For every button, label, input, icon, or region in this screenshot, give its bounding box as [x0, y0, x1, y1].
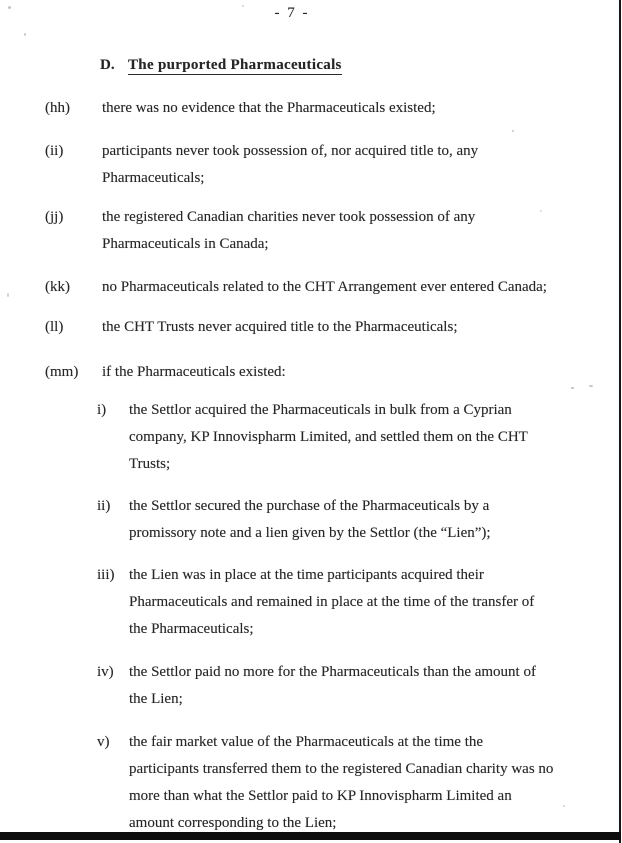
sublist-item-iv: [97, 659, 622, 713]
scan-speck: [8, 6, 11, 9]
text-line: the Settlor acquired the Pharmaceuticals in bulk from a Cyprian: [129, 402, 512, 418]
sublist-item-i: [97, 397, 622, 478]
text-line: company, KP Innovispharm Limited, and settled them on the CHT: [129, 429, 528, 445]
scan-speck: [563, 805, 565, 807]
list-item-jj: [45, 204, 622, 258]
list-item-text: [102, 138, 622, 192]
sublist-item-label: iii): [97, 567, 115, 583]
list-item-text: [102, 314, 622, 341]
scan-speck: [410, 577, 412, 579]
list-item-text: [102, 95, 622, 122]
text-line: the registered Canadian charities never took possession of any: [102, 209, 476, 225]
list-item-label: (mm): [45, 364, 79, 380]
text-line: Pharmaceuticals;: [102, 170, 205, 186]
text-line: participants transferred them to the registered Canadian charity was no: [129, 761, 554, 777]
text-line: the Lien was in place at the time participants acquired their: [129, 567, 484, 583]
text-line: Trusts;: [129, 456, 171, 472]
sublist-item-text: [129, 397, 622, 478]
sublist-item-label: i): [97, 402, 107, 418]
text-line: the Settlor secured the purchase of the Pharmaceuticals by a: [129, 498, 490, 514]
list-item-ii: [45, 138, 622, 192]
scan-speck: [589, 385, 593, 387]
sublist-item-text: [129, 562, 622, 643]
text-line: the CHT Trusts never acquired title to the Pharmaceuticals;: [102, 319, 458, 335]
text-line: the fair market value of the Pharmaceuticals at the time the: [129, 734, 484, 750]
sublist-item-text: [129, 493, 622, 547]
scan-speck: [242, 5, 244, 7]
text-line: participants never took possession of, nor acquired title to, any: [102, 143, 479, 159]
sublist-item-label: v): [97, 734, 110, 750]
scan-artifact-bottom-bar: [0, 832, 621, 840]
scan-speck: [571, 387, 574, 389]
list-item-mm: [45, 359, 622, 386]
text-line: no Pharmaceuticals related to the CHT Arrangement ever entered Canada;: [102, 279, 547, 295]
list-item-text: [102, 359, 622, 386]
text-line: Pharmaceuticals and remained in place at the time of the transfer of: [129, 594, 535, 610]
list-item-label: (hh): [45, 100, 70, 116]
scan-speck: [7, 293, 9, 297]
section-heading: [100, 52, 622, 79]
sublist-item-label: iv): [97, 664, 114, 680]
list-item-text: [102, 274, 622, 301]
text-line: promissory note and a lien given by the Settlor (the “Lien”);: [129, 525, 491, 541]
list-item-ll: [45, 314, 622, 341]
scan-speck: [24, 33, 26, 36]
list-item-label: (kk): [45, 279, 70, 295]
text-line: the Lien;: [129, 691, 183, 707]
scan-artifact-right-edge: [619, 0, 621, 843]
text-line: the Settlor paid no more for the Pharmaceuticals than the amount of: [129, 664, 536, 680]
list-item-text: [102, 204, 622, 258]
list-item-label: (ll): [45, 319, 64, 335]
list-item-label: (jj): [45, 209, 64, 225]
text-line: if the Pharmaceuticals existed:: [102, 364, 286, 380]
section-title: The purported Pharmaceuticals: [128, 57, 342, 73]
scan-speck: [540, 210, 542, 212]
sublist-item-label: ii): [97, 498, 111, 514]
sublist-item-iii: [97, 562, 622, 643]
text-line: more than what the Settlor paid to KP Innovispharm Limited an: [129, 788, 512, 804]
list-item-kk: [45, 274, 622, 301]
text-line: the Pharmaceuticals;: [129, 621, 254, 637]
sublist-item-text: [129, 729, 622, 837]
text-line: Pharmaceuticals in Canada;: [102, 236, 269, 252]
scan-speck: [512, 130, 514, 132]
section-letter: D.: [100, 57, 115, 73]
sublist-item-ii: [97, 493, 622, 547]
text-line: amount corresponding to the Lien;: [129, 815, 337, 831]
list-item-label: (ii): [45, 143, 64, 159]
text-line: there was no evidence that the Pharmaceuticals existed;: [102, 100, 436, 116]
sublist-item-text: [129, 659, 622, 713]
list-item-hh: [45, 95, 622, 122]
sublist-item-v: [97, 729, 622, 837]
page-number: - 7 -: [274, 5, 310, 21]
